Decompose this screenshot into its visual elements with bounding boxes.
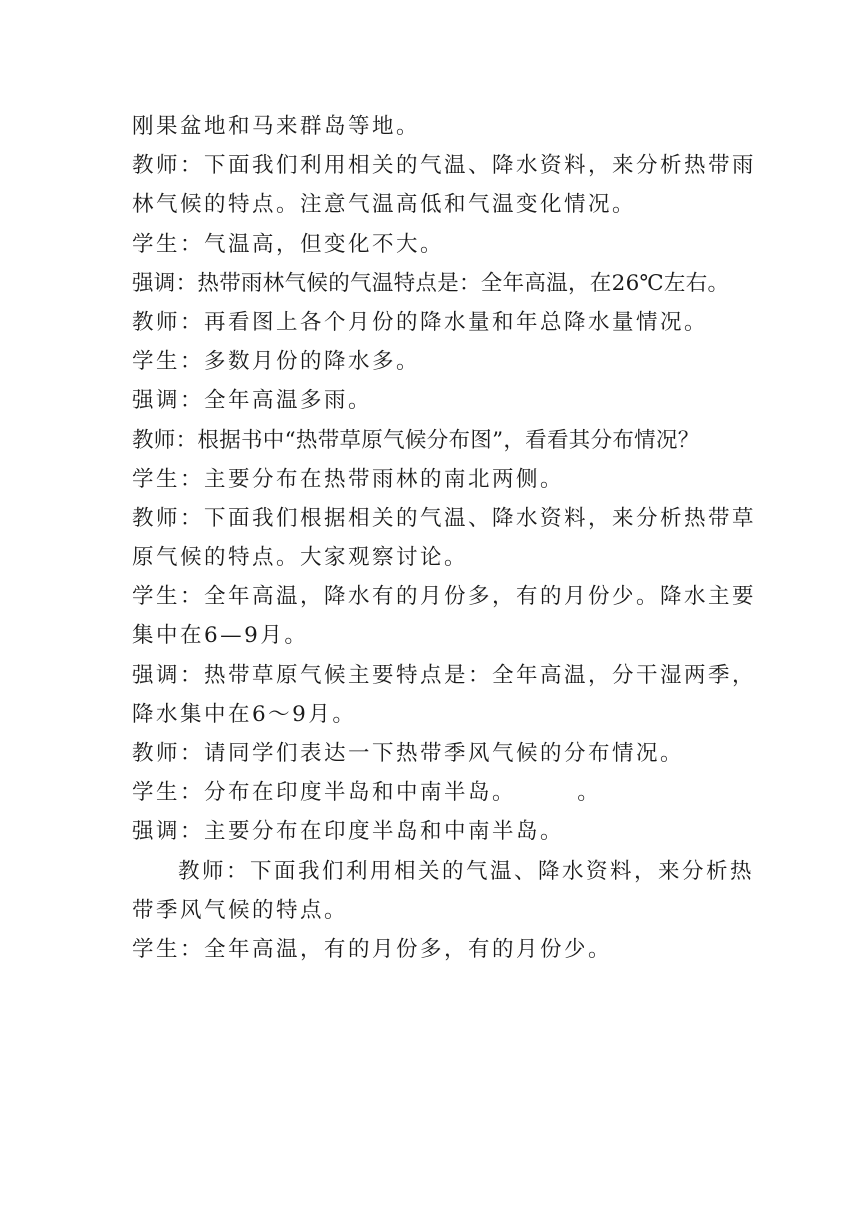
text-line: 集中在6—9月。 xyxy=(132,623,309,649)
text-line: 强调：热带雨林气候的气温特点是：全年高温，在26℃左右。 xyxy=(132,270,730,296)
text-line: 带季风气候的特点。 xyxy=(132,897,349,923)
text-line: 强调：全年高温多雨。 xyxy=(132,388,373,414)
text-line: 学生：分布在印度半岛和中南半岛。 。 xyxy=(132,780,602,806)
text-line: 教师：请同学们表达一下热带季风气候的分布情况。 xyxy=(132,741,685,766)
body-text xyxy=(132,107,757,969)
text-line: 学生：主要分布在热带雨林的南北两侧。 xyxy=(132,466,565,492)
text-line: 强调：主要分布在印度半岛和中南半岛。 xyxy=(132,819,565,845)
text-line: 强调：热带草原气候主要特点是：全年高温，分干湿两季， xyxy=(132,662,757,688)
text-line: 学生：气温高，但变化不大。 xyxy=(132,231,445,257)
text-line: 学生：全年高温，降水有的月份多，有的月份少。降水主要 xyxy=(132,584,757,610)
text-line: 教师：下面我们利用相关的气温、降水资料，来分析热 xyxy=(178,858,755,884)
text-line: 教师：再看图上各个月份的降水量和年总降水量情况。 xyxy=(132,309,709,335)
text-line: 学生：多数月份的降水多。 xyxy=(132,349,421,375)
text-line: 学生：全年高温，有的月份多，有的月份少。 xyxy=(132,936,613,962)
text-line: 降水集中在6～9月。 xyxy=(132,701,357,727)
text-line: 刚果盆地和马来群岛等地。 xyxy=(132,114,421,139)
text-line: 教师：下面我们根据相关的气温、降水资料，来分析热带草 xyxy=(132,505,757,531)
text-line: 教师：根据书中“热带草原气候分布图”，看看其分布情况？ xyxy=(132,427,700,453)
text-line: 原气候的特点。大家观察讨论。 xyxy=(132,545,469,571)
text-line: 教师：下面我们利用相关的气温、降水资料，来分析热带雨 xyxy=(132,153,757,179)
text-line: 林气候的特点。注意气温高低和气温变化情况。 xyxy=(132,192,637,218)
